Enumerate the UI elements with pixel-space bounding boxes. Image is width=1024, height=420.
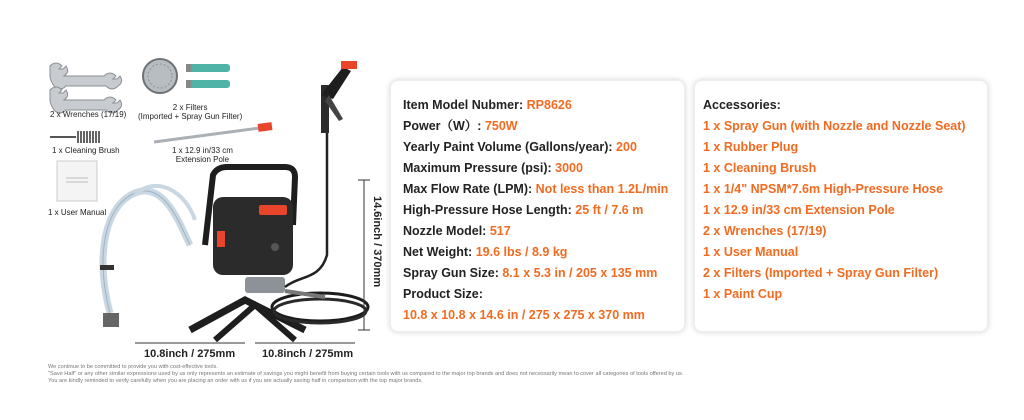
list-item: 1 x Cleaning Brush [703, 161, 817, 175]
manual-caption: 1 x User Manual [48, 208, 107, 217]
disclaimer-line: We continue to be committed to provide you with cost-effective tools. [48, 364, 218, 370]
disclaimer [48, 364, 788, 386]
product-illustration [0, 0, 390, 365]
spec-row: High-Pressure Hose Length: 25 ft / 7.6 m [403, 203, 644, 217]
accessories-card [694, 80, 988, 332]
disclaimer-line: "Save Half" or any other similar expressions used by us only represents an estimate of savings you might benefit from buying certain tools with us compared to the major top brands and does not necessarily mean to cover all categories of tools offered by us. [48, 371, 684, 378]
spec-row: Nozzle Model: 517 [403, 224, 511, 238]
list-item: 1 x Paint Cup [703, 287, 783, 301]
width-dimension-left: 10.8inch / 275mm [144, 348, 236, 360]
brush-caption: 1 x Cleaning Brush [52, 146, 120, 155]
spec-row: Max Flow Rate (LPM): Not less than 1.2L/min [403, 182, 669, 196]
spec-row: Power（W）: 750W [403, 119, 518, 133]
spec-row: Yearly Paint Volume (Gallons/year): 200 [403, 140, 637, 154]
accessories-title: Accessories: [703, 98, 781, 112]
pole-caption: 1 x 12.9 in/33 cm Extension Pole [172, 146, 233, 165]
list-item: 2 x Wrenches (17/19) [703, 224, 827, 238]
list-item: 1 x 1/4" NPSM*7.6m High-Pressure Hose [703, 182, 944, 196]
spec-row: Spray Gun Size: 8.1 x 5.3 in / 205 x 135 mm [403, 266, 658, 280]
wrenches-caption: 2 x Wrenches (17/19) [50, 110, 127, 119]
list-item: 1 x 12.9 in/33 cm Extension Pole [703, 203, 895, 217]
specifications-card [390, 80, 685, 332]
spec-row: Net Weight: 19.6 lbs / 8.9 kg [403, 245, 568, 259]
height-dimension: 14.6inch / 370mm [371, 196, 383, 288]
dimension-lines [0, 0, 390, 365]
list-item: 1 x Spray Gun (with Nozzle and Nozzle Seat) [703, 119, 966, 133]
list-item: 2 x Filters (Imported + Spray Gun Filter) [703, 266, 939, 280]
filters-caption: 2 x Filters (Imported + Spray Gun Filter) [138, 103, 243, 122]
spec-row: Item Model Nubmer: RP8626 [403, 98, 572, 112]
width-dimension-right: 10.8inch / 275mm [262, 348, 354, 360]
spec-row: 10.8 x 10.8 x 14.6 in / 275 x 275 x 370 mm [403, 308, 645, 322]
spec-row: Maximum Pressure (psi): 3000 [403, 161, 583, 175]
disclaimer-line: You are kindly reminded to verify carefully when you are placing an order with us if you are actually saving half in comparison with the top major brands. [48, 378, 423, 385]
list-item: 1 x User Manual [703, 245, 799, 259]
spec-row: Product Size: [403, 287, 483, 301]
list-item: 1 x Rubber Plug [703, 140, 799, 154]
